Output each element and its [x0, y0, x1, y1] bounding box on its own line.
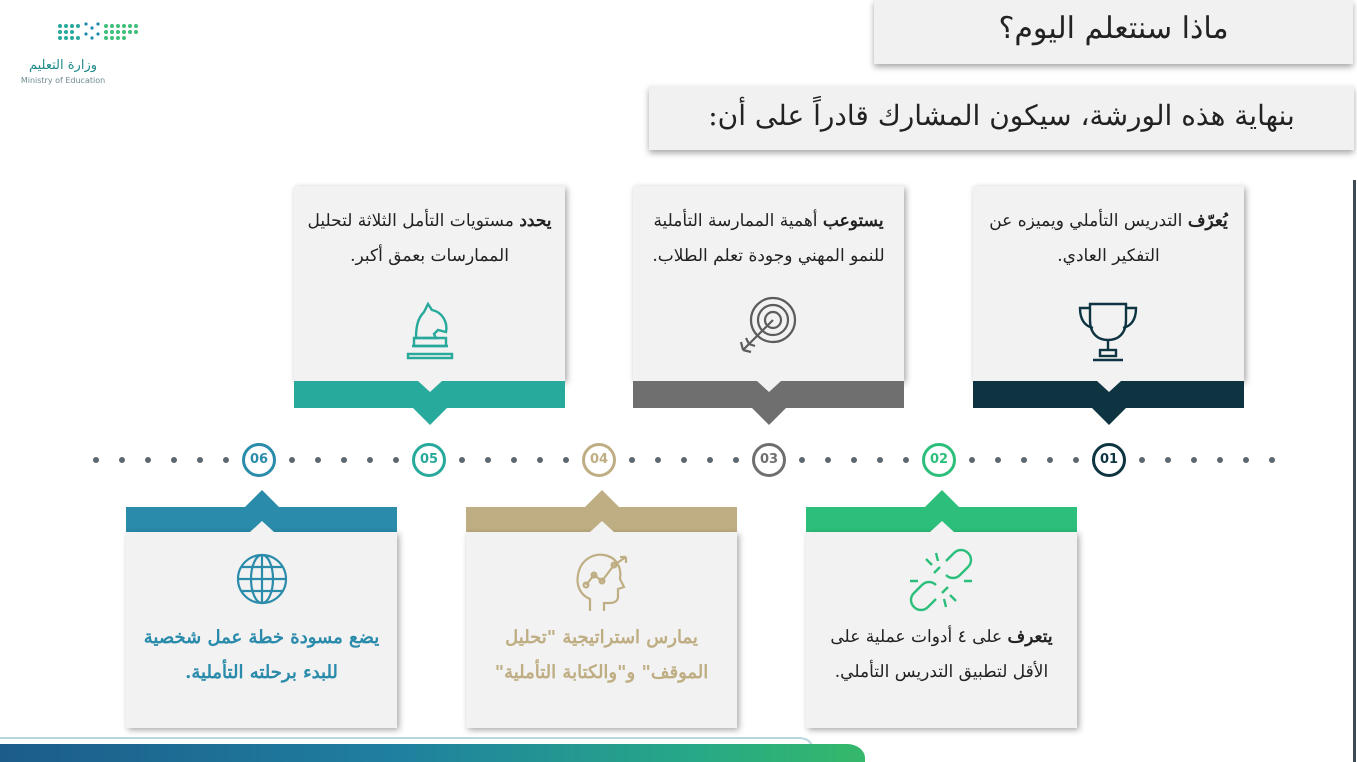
logo-arabic-text: وزارة التعليم: [28, 58, 98, 73]
timeline-dot: [1165, 457, 1171, 463]
card-verb: يُعرّف: [1187, 211, 1228, 231]
timeline-dot: [197, 457, 203, 463]
logo-english-text: Ministry of Education: [20, 76, 106, 85]
card-text: [306, 204, 553, 274]
timeline-dot: [93, 457, 99, 463]
step-number-03: 03: [752, 443, 786, 477]
card-pointer: [245, 490, 279, 507]
logo-dots-icon: [56, 20, 146, 54]
timeline-dot: [877, 457, 883, 463]
timeline-dot: [393, 457, 399, 463]
timeline-dot: [1073, 457, 1079, 463]
card-notch: [418, 381, 442, 392]
chain-link-icon: [906, 545, 976, 615]
trophy-icon: [1073, 294, 1143, 364]
card-pointer: [752, 408, 786, 425]
timeline-dot: [341, 457, 347, 463]
timeline-dot: [681, 457, 687, 463]
card-pointer: [585, 490, 619, 507]
card-verb: يحدد: [519, 211, 552, 231]
head-growth-icon: [566, 545, 636, 615]
step-number-04: 04: [582, 443, 616, 477]
card-text: [645, 204, 892, 274]
card-pointer: [1092, 408, 1126, 425]
timeline-dot: [655, 457, 661, 463]
timeline-dot: [1243, 457, 1249, 463]
footer-ribbon: [0, 744, 865, 762]
timeline-dot: [511, 457, 517, 463]
timeline-dot: [367, 457, 373, 463]
timeline-dot: [223, 457, 229, 463]
card-notch: [930, 521, 954, 532]
card-text: [478, 620, 725, 690]
card-body: يمارس استراتيجية "تحليل الموقف" و"والكتابة التأملية": [494, 627, 709, 683]
card-body: أهمية الممارسة التأملية للنمو المهني وجودة تعلم الطلاب.: [652, 211, 885, 266]
timeline: [0, 440, 1357, 480]
page-subtitle: بنهاية هذه الورشة، سيكون المشارك قادراً على أن:: [649, 86, 1354, 150]
step-number-01: 01: [1092, 443, 1126, 477]
card-body: التدريس التأملي ويميزه عن التفكير العادي.: [989, 211, 1188, 266]
card-pointer: [413, 408, 447, 425]
timeline-dot: [537, 457, 543, 463]
timeline-dot: [1047, 457, 1053, 463]
timeline-dot: [485, 457, 491, 463]
card-notch: [590, 521, 614, 532]
ministry-logo: [16, 20, 146, 90]
card-notch: [1097, 381, 1121, 392]
timeline-dot: [733, 457, 739, 463]
timeline-dot: [707, 457, 713, 463]
card-body: يضع مسودة خطة عمل شخصية للبدء برحلته التأملية.: [143, 627, 380, 683]
step-number-02: 02: [922, 443, 956, 477]
target-arrow-icon: [733, 294, 803, 364]
timeline-dot: [1139, 457, 1145, 463]
globe-icon: [226, 545, 296, 615]
card-notch: [757, 381, 781, 392]
card-text: [138, 620, 385, 690]
timeline-dot: [969, 457, 975, 463]
timeline-dot: [1021, 457, 1027, 463]
card-text: [818, 620, 1065, 690]
timeline-dot: [459, 457, 465, 463]
timeline-dot: [289, 457, 295, 463]
timeline-dot: [145, 457, 151, 463]
timeline-dot: [1217, 457, 1223, 463]
timeline-dot: [903, 457, 909, 463]
step-number-05: 05: [412, 443, 446, 477]
card-text: [985, 204, 1232, 274]
timeline-dot: [1191, 457, 1197, 463]
step-number-06: 06: [242, 443, 276, 477]
chess-knight-icon: [394, 294, 464, 364]
card-body: على ٤ أدوات عملية على الأقل لتطبيق التدريس التأملي.: [830, 627, 1049, 682]
card-pointer: [925, 490, 959, 507]
timeline-dot: [629, 457, 635, 463]
card-verb: يستوعب: [822, 211, 884, 231]
timeline-dot: [171, 457, 177, 463]
card-notch: [250, 521, 274, 532]
timeline-dot: [563, 457, 569, 463]
card-verb: يتعرف: [1007, 627, 1053, 647]
page-title: ماذا سنتعلم اليوم؟: [874, 0, 1353, 64]
card-body: مستويات التأمل الثلاثة لتحليل الممارسات بعمق أكبر.: [307, 211, 520, 266]
timeline-dot: [825, 457, 831, 463]
timeline-dot: [799, 457, 805, 463]
timeline-dot: [119, 457, 125, 463]
timeline-dot: [851, 457, 857, 463]
timeline-dot: [995, 457, 1001, 463]
timeline-dot: [315, 457, 321, 463]
timeline-dot: [1269, 457, 1275, 463]
